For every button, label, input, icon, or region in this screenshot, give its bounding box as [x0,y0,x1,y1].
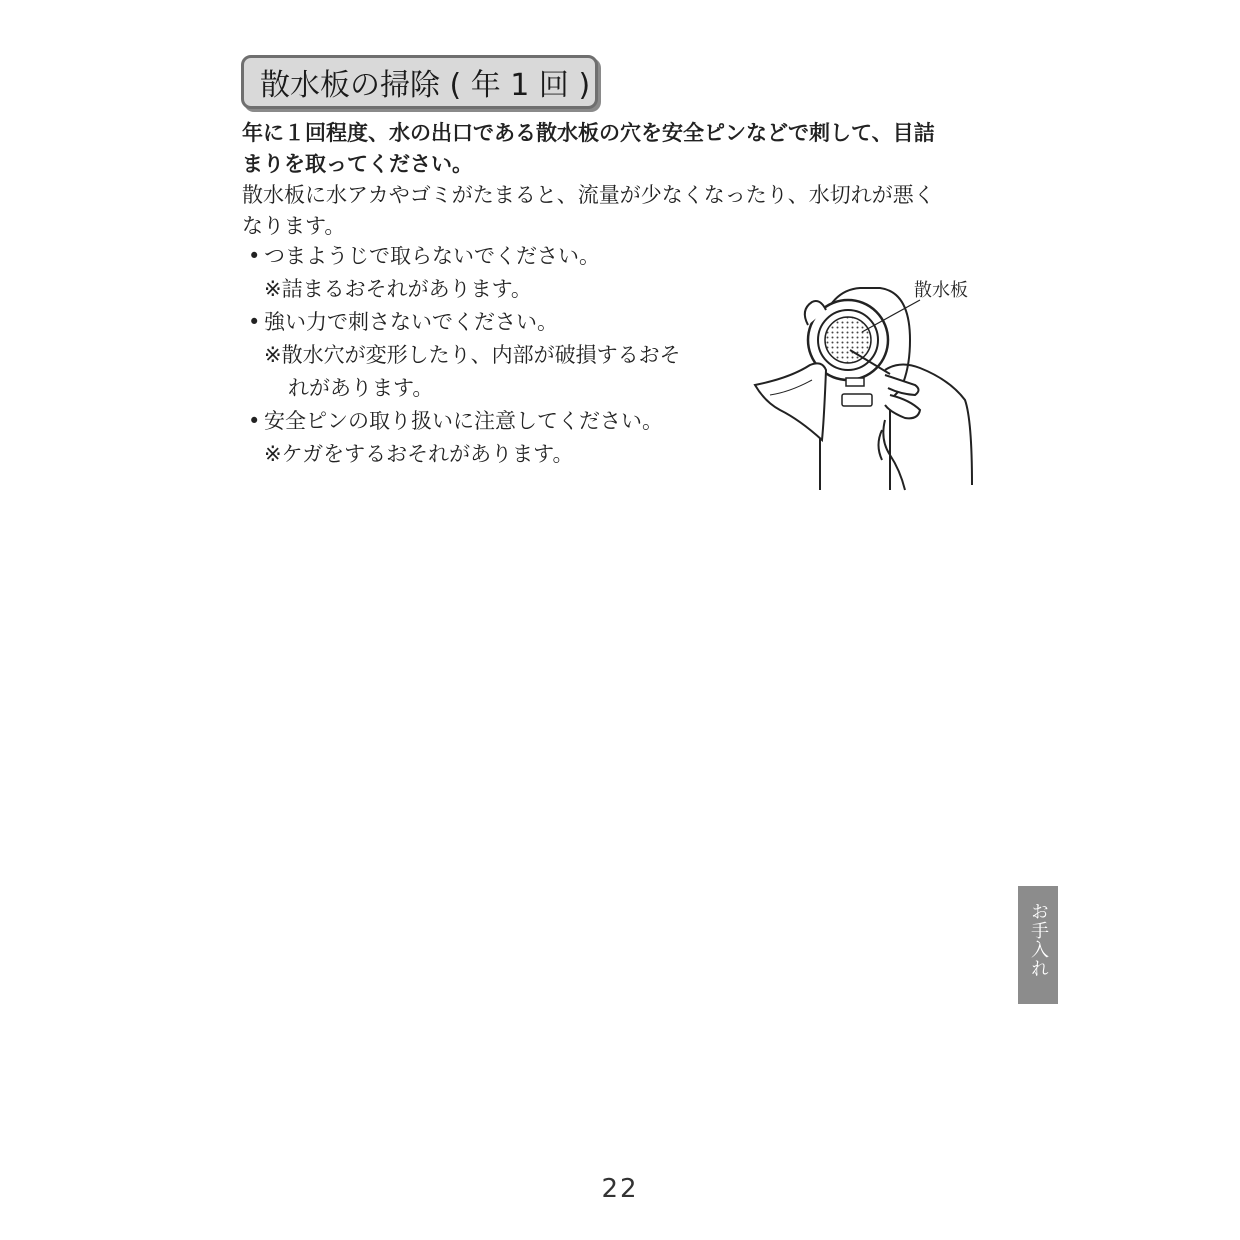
caution-note: ※ケガをするおそれがあります。 [264,442,574,466]
bullet-dot: • [248,244,261,268]
section-title [241,55,598,109]
caution-note: ※散水穴が変形したり、内部が破損するおそ [264,343,681,367]
caution-note: ※詰まるおそれがあります。 [264,277,532,301]
intro-bold-line-1: 年に１回程度、水の出口である散水板の穴を安全ピンなどで刺して、目詰 [242,121,935,145]
intro-bold-line-2: まりを取ってください。 [242,152,473,176]
intro-line-1: 散水板に水アカやゴミがたまると、流量が少なくなったり、水切れが悪く [242,183,935,207]
caution-text: 強い力で刺さないでください。 [264,310,558,334]
caution-note-continued: れがあります。 [288,376,434,400]
intro-line-2: なります。 [242,214,346,238]
caution-item-2 [248,306,748,339]
bullet-dot: • [248,310,261,334]
caution-text: 安全ピンの取り扱いに注意してください。 [264,409,663,433]
section-title-text: 散水板の掃除 ( 年 1 回 ) [260,68,591,103]
figure-label-spray-plate: 散水板 [914,280,968,301]
caution-item-3 [248,405,748,438]
caution-list [248,240,748,471]
page-number: 22 [601,1174,639,1204]
bullet-dot: • [248,409,261,433]
caution-text: つまようじで取らないでください。 [264,244,600,268]
section-tab [1018,886,1058,1004]
caution-item-1 [248,240,748,273]
shower-head-cleaning-illustration [750,270,990,500]
section-tab-label: お手入れ [1028,902,1049,978]
